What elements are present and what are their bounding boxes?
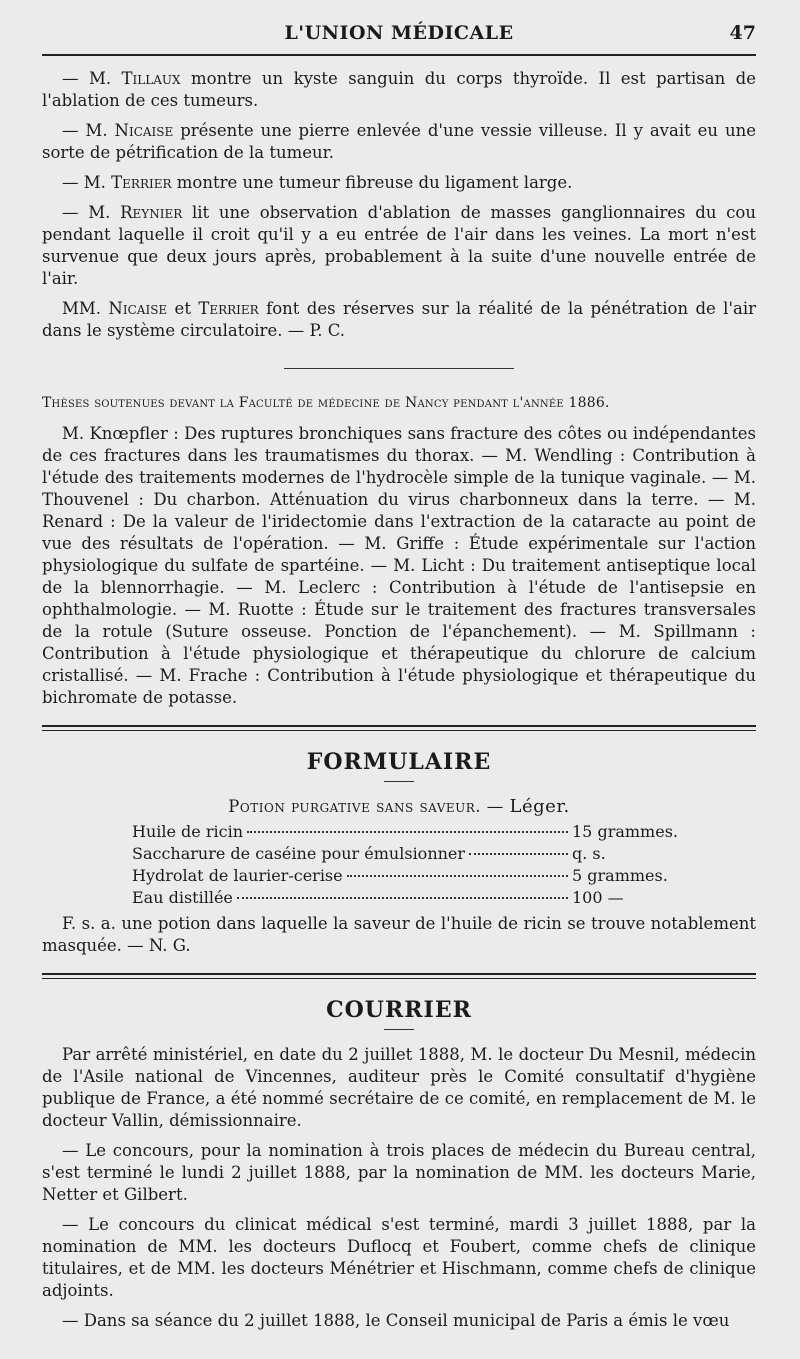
running-head [42, 0, 756, 58]
theses-heading: Thèses soutenues devant la Faculté de médecine de Nancy pendant l'année 1886. [42, 395, 610, 411]
report-paragraph-tillaux: — M. Tillaux montre un kyste sanguin du corps thyroïde. Il est partisan de l'ablation de ces tumeurs. [42, 69, 756, 110]
ingredient-row [132, 821, 678, 843]
surgeon-name: Nicaise [108, 299, 168, 318]
ingredient-row [132, 843, 672, 865]
title-underline [384, 1029, 414, 1030]
ingredient-quantity: q. s. [572, 844, 606, 863]
ingredient-row [132, 865, 672, 887]
double-rule [42, 973, 756, 979]
page-number: 47 [729, 22, 756, 44]
header-rule [42, 54, 756, 56]
ingredient-row [132, 887, 672, 909]
society-report [42, 58, 756, 342]
double-rule [42, 725, 756, 731]
running-title: L'UNION MÉDICALE [284, 22, 514, 44]
courrier-paragraph: Par arrêté ministériel, en date du 2 juillet 1888, M. le docteur Du Mesnil, médecin de l'Asile national de Vincennes, auditeur près le Comité consultatif d'hygiène publique de France, a été nommé secrétaire de ce comité, en remplacement de M. le docteur Vallin, démissionnaire. [42, 1045, 756, 1130]
leader-dots [247, 831, 568, 833]
ingredient-quantity: 5 grammes. [572, 866, 668, 885]
theses-body: M. Knœpfler : Des ruptures bronchiques sans fracture des côtes ou indépendantes de ces fractures dans les traumatismes du thorax. — M. Wendling : Contribution à l'étude des traitements modernes de l'hydrocèle simple de la tunique vaginale. — M. Thouvenel : Du charbon. Atténuation du virus charbonneux dans la terre. — M. Renard : De la valeur de l'iridectomie dans l'extraction de la cataracte au point de vue des résultats de l'opération. — M. Griffe : Étude expérimentale sur l'action physiologique du sulfate de spartéine. — M. Licht : Du traitement antiseptique local de la blennorrhagie. — M. Leclerc : Contribution à l'étude de l'antisepsie en ophthalmologie. — M. Ruotte : Étude sur le traitement des fractures transversales de la rotule (Suture osseuse. Ponction de l'épanchement). — M. Spillmann : Contribution à l'étude physiologique et thérapeutique du chlorure de calcium cristallisé. — M. Frache : Contribution à l'étude physiologique et thérapeutique du bichromate de potasse. [42, 424, 756, 707]
surgeon-name: Terrier [198, 299, 259, 318]
surgeon-name: Reynier [120, 203, 183, 222]
ingredient-name: Eau distillée [132, 888, 233, 907]
courrier-section [42, 1044, 756, 1332]
recipe-note: F. s. a. une potion dans laquelle la saveur de l'huile de ricin se trouve notablement masquée. — N. G. [42, 914, 756, 955]
ingredient-quantity: 100 — [572, 888, 624, 907]
section-divider [284, 368, 514, 369]
title-underline [384, 781, 414, 782]
report-paragraph-terrier: — M. Terrier montre une tumeur fibreuse du ligament large. [62, 173, 573, 192]
ingredient-quantity: 15 grammes. [572, 822, 678, 841]
formulaire-title: FORMULAIRE [306, 749, 492, 775]
ingredient-name: Hydrolat de laurier-cerise [132, 866, 343, 885]
leader-dots [347, 875, 568, 877]
report-paragraph-nicaise: — M. Nicaise présente une pierre enlevée d'une vessie villeuse. Il y avait eu une sorte de pétrification de la tumeur. [42, 121, 756, 162]
surgeon-name: Tillaux [121, 69, 181, 88]
courrier-paragraph: — Le concours, pour la nomination à trois places de médecin du Bureau central, s'est terminé le lundi 2 juillet 1888, par la nomination de MM. les docteurs Marie, Netter et Gilbert. [42, 1141, 756, 1204]
surgeon-name: Terrier [111, 173, 172, 192]
courrier-title: COURRIER [326, 997, 472, 1023]
leader-dots [469, 853, 568, 855]
recipe-title: Potion purgative sans saveur. — Léger. [228, 796, 570, 817]
ingredient-list [132, 821, 678, 909]
report-paragraph-reserves: MM. Nicaise et Terrier font des réserves sur la réalité de la pénétration de l'air dans le système circulatoire. — P. C. [42, 299, 756, 340]
leader-dots [237, 897, 568, 899]
courrier-paragraph: — Dans sa séance du 2 juillet 1888, le Conseil municipal de Paris a émis le vœu [62, 1311, 730, 1330]
surgeon-name: Nicaise [114, 121, 174, 140]
ingredient-name: Saccharure de caséine pour émulsionner [132, 844, 466, 863]
courrier-paragraph: — Le concours du clinicat médical s'est terminé, mardi 3 juillet 1888, par la nomination de MM. les docteurs Duflocq et Foubert, comme chefs de clinique titulaires, et de MM. les docteurs Ménétrier et Hischmann, comme chefs de clinique adjoints. [42, 1215, 756, 1300]
report-paragraph-reynier: — M. Reynier lit une observation d'ablation de masses ganglionnaires du cou pendant laquelle il croit qu'il y a eu entrée de l'air dans les veines. La mort n'est survenue que deux jours après, probablement à la suite d'une nouvelle entrée de l'air. [42, 203, 756, 288]
ingredient-name: Huile de ricin [132, 822, 243, 841]
